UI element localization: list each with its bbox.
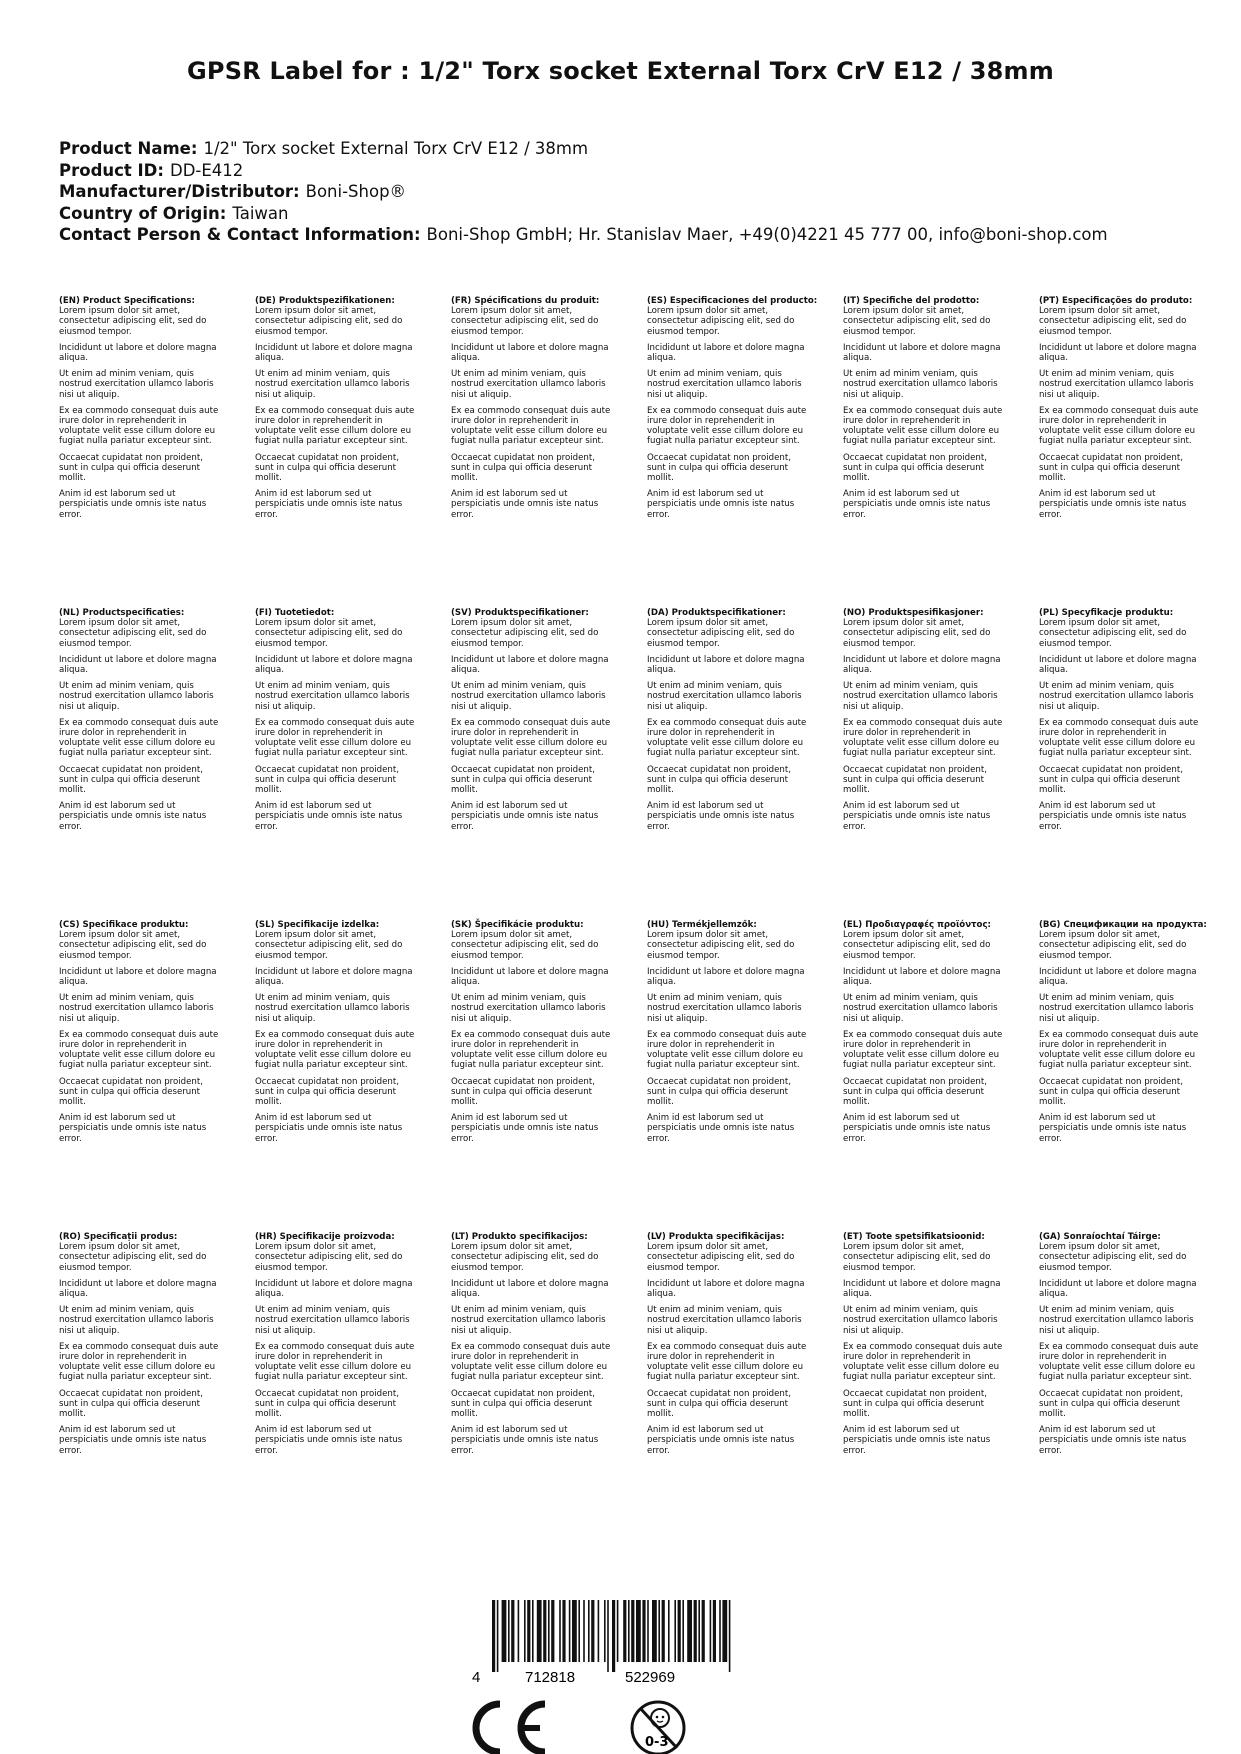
barcode-bar	[678, 1600, 681, 1662]
spec-paragraph: Anim id est laborum sed ut perspiciatis unde omnis iste natus error.	[647, 489, 795, 520]
spec-paragraph: Incididunt ut labore et dolore magna aliqua.	[843, 966, 1001, 988]
info-country	[59, 203, 1108, 225]
spec-block	[255, 920, 415, 1150]
spec-heading: (SK) Špecifikácie produktu:	[451, 920, 584, 930]
spec-paragraph: Ut enim ad minim veniam, quis nostrud exercitation ullamco laboris nisi ut aliquip.	[1039, 993, 1194, 1024]
barcode-bar	[702, 1600, 705, 1662]
spec-heading: (IT) Specifiche del prodotto:	[843, 296, 980, 306]
barcode-bar	[524, 1600, 526, 1662]
spec-paragraph: Ut enim ad minim veniam, quis nostrud exercitation ullamco laboris nisi ut aliquip.	[451, 369, 606, 400]
spec-paragraph: Occaecat cupidatat non proident, sunt in culpa qui officia deserunt mollit.	[59, 764, 203, 796]
spec-paragraph: Occaecat cupidatat non proident, sunt in culpa qui officia deserunt mollit.	[451, 1388, 595, 1420]
spec-paragraph: Anim id est laborum sed ut perspiciatis unde omnis iste natus error.	[1039, 489, 1187, 520]
info-manufacturer	[59, 181, 1108, 203]
spec-paragraph: Anim id est laborum sed ut perspiciatis unde omnis iste natus error.	[255, 1425, 403, 1456]
spec-paragraph: Ut enim ad minim veniam, quis nostrud exercitation ullamco laboris nisi ut aliquip.	[255, 369, 410, 400]
info-label: Product Name:	[59, 139, 198, 158]
spec-heading: (HU) Termékjellemzők:	[647, 920, 757, 930]
spec-heading: (FR) Spécifications du produit:	[451, 296, 600, 306]
spec-paragraph: Ex ea commodo consequat duis aute irure dolor in reprehenderit in voluptate velit esse cillum dolore eu fugiat nulla pariatur excepteur sint.	[451, 1341, 611, 1383]
spec-paragraph: Lorem ipsum dolor sit amet, consectetur adipiscing elit, sed do eiusmod tempor.	[1039, 618, 1187, 649]
barcode-bar	[508, 1600, 510, 1662]
barcode-bar	[497, 1600, 499, 1672]
barcode-bar	[710, 1600, 712, 1662]
spec-paragraph: Incididunt ut labore et dolore magna aliqua.	[255, 1278, 413, 1300]
spec-paragraph: Incididunt ut labore et dolore magna aliqua.	[647, 342, 805, 364]
spec-block	[451, 608, 611, 838]
spec-paragraph: Ut enim ad minim veniam, quis nostrud exercitation ullamco laboris nisi ut aliquip.	[1039, 681, 1194, 712]
spec-paragraph: Anim id est laborum sed ut perspiciatis unde omnis iste natus error.	[255, 489, 403, 520]
barcode-bar	[617, 1600, 619, 1662]
spec-block	[255, 1232, 415, 1462]
spec-paragraph: Lorem ipsum dolor sit amet, consectetur adipiscing elit, sed do eiusmod tempor.	[843, 1242, 991, 1273]
spec-paragraph: Incididunt ut labore et dolore magna aliqua.	[647, 1278, 805, 1300]
spec-paragraph: Ut enim ad minim veniam, quis nostrud exercitation ullamco laboris nisi ut aliquip.	[647, 1305, 802, 1336]
spec-paragraph: Lorem ipsum dolor sit amet, consectetur adipiscing elit, sed do eiusmod tempor.	[647, 306, 795, 337]
spec-heading: (DE) Produktspezifikationen:	[255, 296, 395, 306]
spec-paragraph: Ut enim ad minim veniam, quis nostrud exercitation ullamco laboris nisi ut aliquip.	[843, 1305, 998, 1336]
page-title: GPSR Label for : 1/2" Torx socket External Torx CrV E12 / 38mm	[187, 57, 1054, 85]
spec-paragraph: Ex ea commodo consequat duis aute irure dolor in reprehenderit in voluptate velit esse cillum dolore eu fugiat nulla pariatur excepteur sint.	[1039, 1341, 1199, 1383]
spec-block	[647, 1232, 807, 1462]
spec-paragraph: Incididunt ut labore et dolore magna aliqua.	[451, 342, 609, 364]
info-label: Contact Person & Contact Information:	[59, 225, 421, 244]
spec-paragraph: Ex ea commodo consequat duis aute irure dolor in reprehenderit in voluptate velit esse cillum dolore eu fugiat nulla pariatur excepteur sint.	[843, 717, 1003, 759]
spec-paragraph: Occaecat cupidatat non proident, sunt in culpa qui officia deserunt mollit.	[451, 764, 595, 796]
spec-paragraph: Ut enim ad minim veniam, quis nostrud exercitation ullamco laboris nisi ut aliquip.	[647, 369, 802, 400]
spec-paragraph: Anim id est laborum sed ut perspiciatis unde omnis iste natus error.	[647, 1113, 795, 1144]
barcode-bar	[569, 1600, 571, 1662]
barcode-bar	[647, 1600, 649, 1662]
info-label: Manufacturer/Distributor:	[59, 182, 300, 201]
spec-heading: (CS) Specifikace produktu:	[59, 920, 189, 930]
product-info	[59, 138, 1108, 246]
spec-paragraph: Occaecat cupidatat non proident, sunt in culpa qui officia deserunt mollit.	[843, 1388, 987, 1420]
spec-paragraph: Occaecat cupidatat non proident, sunt in culpa qui officia deserunt mollit.	[1039, 1388, 1183, 1420]
spec-block	[59, 1232, 219, 1462]
spec-paragraph: Incididunt ut labore et dolore magna aliqua.	[451, 1278, 609, 1300]
age-warning-label: 0-3	[645, 1735, 669, 1750]
spec-block	[59, 296, 219, 526]
barcode-bar	[682, 1600, 684, 1662]
spec-paragraph: Anim id est laborum sed ut perspiciatis unde omnis iste natus error.	[843, 801, 991, 832]
spec-paragraph: Lorem ipsum dolor sit amet, consectetur adipiscing elit, sed do eiusmod tempor.	[451, 930, 599, 961]
spec-heading: (PL) Specyfikacje produktu:	[1039, 608, 1174, 618]
spec-paragraph: Ut enim ad minim veniam, quis nostrud exercitation ullamco laboris nisi ut aliquip.	[1039, 1305, 1194, 1336]
barcode-bar	[642, 1600, 645, 1662]
spec-paragraph: Incididunt ut labore et dolore magna aliqua.	[59, 342, 217, 364]
spec-block	[843, 920, 1003, 1150]
spec-paragraph: Lorem ipsum dolor sit amet, consectetur adipiscing elit, sed do eiusmod tempor.	[59, 618, 207, 649]
spec-paragraph: Occaecat cupidatat non proident, sunt in culpa qui officia deserunt mollit.	[647, 452, 791, 484]
spec-block	[647, 608, 807, 838]
spec-paragraph: Lorem ipsum dolor sit amet, consectetur adipiscing elit, sed do eiusmod tempor.	[647, 930, 795, 961]
spec-paragraph: Anim id est laborum sed ut perspiciatis unde omnis iste natus error.	[255, 801, 403, 832]
barcode-bar	[562, 1600, 565, 1662]
spec-paragraph: Occaecat cupidatat non proident, sunt in culpa qui officia deserunt mollit.	[255, 764, 399, 796]
barcode-bar	[537, 1600, 542, 1662]
barcode-bar	[687, 1600, 692, 1662]
spec-heading: (SV) Produktspecifikationer:	[451, 608, 589, 618]
spec-paragraph: Ex ea commodo consequat duis aute irure dolor in reprehenderit in voluptate velit esse cillum dolore eu fugiat nulla pariatur excepteur sint.	[843, 1341, 1003, 1383]
spec-heading: (ET) Toote spetsifikatsioonid:	[843, 1232, 985, 1242]
spec-heading: (SL) Specifikacije izdelka:	[255, 920, 380, 930]
spec-heading: (BG) Спецификации на продукта:	[1039, 920, 1207, 930]
spec-paragraph: Incididunt ut labore et dolore magna aliqua.	[647, 966, 805, 988]
spec-block	[843, 1232, 1003, 1462]
spec-heading: (HR) Specifikacije proizvoda:	[255, 1232, 395, 1242]
barcode-bar	[527, 1600, 530, 1662]
spec-paragraph: Ex ea commodo consequat duis aute irure dolor in reprehenderit in voluptate velit esse cillum dolore eu fugiat nulla pariatur excepteur sint.	[1039, 717, 1199, 759]
barcode-bar	[729, 1600, 731, 1672]
spec-paragraph: Ex ea commodo consequat duis aute irure dolor in reprehenderit in voluptate velit esse cillum dolore eu fugiat nulla pariatur excepteur sint.	[647, 717, 807, 759]
info-value: Boni-Shop GmbH; Hr. Stanislav Maer, +49(0)4221 45 777 00, info@boni-shop.com	[426, 225, 1108, 244]
barcode-bar	[604, 1600, 606, 1662]
spec-paragraph: Anim id est laborum sed ut perspiciatis unde omnis iste natus error.	[451, 801, 599, 832]
spec-paragraph: Ut enim ad minim veniam, quis nostrud exercitation ullamco laboris nisi ut aliquip.	[843, 993, 998, 1024]
barcode-bar	[658, 1600, 660, 1662]
spec-heading: (FI) Tuotetiedot:	[255, 608, 335, 618]
barcode-bar	[623, 1600, 626, 1662]
spec-paragraph: Occaecat cupidatat non proident, sunt in culpa qui officia deserunt mollit.	[255, 1388, 399, 1420]
spec-paragraph: Occaecat cupidatat non proident, sunt in culpa qui officia deserunt mollit.	[59, 452, 203, 484]
barcode-bar	[518, 1600, 520, 1662]
spec-paragraph: Ut enim ad minim veniam, quis nostrud exercitation ullamco laboris nisi ut aliquip.	[843, 369, 998, 400]
spec-paragraph: Ut enim ad minim veniam, quis nostrud exercitation ullamco laboris nisi ut aliquip.	[59, 369, 214, 400]
barcode-bar	[591, 1600, 594, 1662]
barcode-bar	[548, 1600, 550, 1662]
spec-paragraph: Lorem ipsum dolor sit amet, consectetur adipiscing elit, sed do eiusmod tempor.	[1039, 1242, 1187, 1273]
spec-paragraph: Ex ea commodo consequat duis aute irure dolor in reprehenderit in voluptate velit esse cillum dolore eu fugiat nulla pariatur excepteur sint.	[647, 1029, 807, 1071]
spec-paragraph: Ex ea commodo consequat duis aute irure dolor in reprehenderit in voluptate velit esse cillum dolore eu fugiat nulla pariatur excepteur sint.	[843, 1029, 1003, 1071]
barcode	[470, 1598, 740, 1688]
spec-paragraph: Lorem ipsum dolor sit amet, consectetur adipiscing elit, sed do eiusmod tempor.	[451, 1242, 599, 1273]
spec-block	[255, 608, 415, 838]
spec-paragraph: Ut enim ad minim veniam, quis nostrud exercitation ullamco laboris nisi ut aliquip.	[255, 993, 410, 1024]
spec-block	[255, 296, 415, 526]
spec-paragraph: Occaecat cupidatat non proident, sunt in culpa qui officia deserunt mollit.	[843, 452, 987, 484]
barcode-digits-right: 522969	[625, 1669, 676, 1686]
spec-paragraph: Incididunt ut labore et dolore magna aliqua.	[647, 654, 805, 676]
barcode-bars	[492, 1600, 730, 1672]
barcode-bar	[636, 1600, 641, 1662]
spec-paragraph: Ex ea commodo consequat duis aute irure dolor in reprehenderit in voluptate velit esse cillum dolore eu fugiat nulla pariatur excepteur sint.	[647, 1341, 807, 1383]
spec-paragraph: Ex ea commodo consequat duis aute irure dolor in reprehenderit in voluptate velit esse cillum dolore eu fugiat nulla pariatur excepteur sint.	[59, 1029, 219, 1071]
spec-paragraph: Incididunt ut labore et dolore magna aliqua.	[1039, 966, 1197, 988]
spec-paragraph: Ex ea commodo consequat duis aute irure dolor in reprehenderit in voluptate velit esse cillum dolore eu fugiat nulla pariatur excepteur sint.	[451, 717, 611, 759]
info-value: Boni-Shop®	[305, 182, 407, 201]
spec-paragraph: Occaecat cupidatat non proident, sunt in culpa qui officia deserunt mollit.	[1039, 764, 1183, 796]
spec-paragraph: Ut enim ad minim veniam, quis nostrud exercitation ullamco laboris nisi ut aliquip.	[843, 681, 998, 712]
spec-block	[647, 920, 807, 1150]
info-value: 1/2" Torx socket External Torx CrV E12 / 38mm	[203, 139, 589, 158]
barcode-bar	[543, 1600, 546, 1662]
spec-paragraph: Ex ea commodo consequat duis aute irure dolor in reprehenderit in voluptate velit esse cillum dolore eu fugiat nulla pariatur excepteur sint.	[647, 405, 807, 447]
barcode-bar	[722, 1600, 727, 1662]
spec-paragraph: Ex ea commodo consequat duis aute irure dolor in reprehenderit in voluptate velit esse cillum dolore eu fugiat nulla pariatur excepteur sint.	[1039, 405, 1199, 447]
spec-heading: (DA) Produktspecifikationer:	[647, 608, 786, 618]
barcode-bar	[551, 1600, 554, 1662]
spec-paragraph: Ex ea commodo consequat duis aute irure dolor in reprehenderit in voluptate velit esse cillum dolore eu fugiat nulla pariatur excepteur sint.	[451, 405, 611, 447]
spec-paragraph: Incididunt ut labore et dolore magna aliqua.	[843, 342, 1001, 364]
spec-paragraph: Anim id est laborum sed ut perspiciatis unde omnis iste natus error.	[59, 489, 207, 520]
barcode-bar	[598, 1600, 600, 1662]
spec-paragraph: Occaecat cupidatat non proident, sunt in culpa qui officia deserunt mollit.	[647, 764, 791, 796]
info-label: Country of Origin:	[59, 203, 227, 223]
spec-block	[1039, 608, 1199, 838]
spec-paragraph: Lorem ipsum dolor sit amet, consectetur adipiscing elit, sed do eiusmod tempor.	[255, 930, 403, 961]
spec-paragraph: Lorem ipsum dolor sit amet, consectetur adipiscing elit, sed do eiusmod tempor.	[843, 306, 991, 337]
spec-block	[451, 296, 611, 526]
info-value: DD-E412	[169, 160, 244, 180]
barcode-bar	[628, 1600, 630, 1662]
spec-block	[1039, 296, 1199, 526]
barcode-bar	[631, 1600, 634, 1662]
spec-block	[1039, 1232, 1199, 1462]
barcode-bar	[511, 1600, 514, 1662]
spec-paragraph: Lorem ipsum dolor sit amet, consectetur adipiscing elit, sed do eiusmod tempor.	[647, 618, 795, 649]
barcode-bar	[583, 1600, 585, 1662]
spec-block	[1039, 920, 1207, 1150]
spec-paragraph: Ex ea commodo consequat duis aute irure dolor in reprehenderit in voluptate velit esse cillum dolore eu fugiat nulla pariatur excepteur sint.	[255, 1341, 415, 1383]
spec-heading: (LV) Produkta specifikācijas:	[647, 1232, 785, 1242]
spec-paragraph: Incididunt ut labore et dolore magna aliqua.	[1039, 1278, 1197, 1300]
spec-paragraph: Anim id est laborum sed ut perspiciatis unde omnis iste natus error.	[1039, 1113, 1187, 1144]
spec-heading: (GA) Sonraíochtaí Táirge:	[1039, 1232, 1161, 1242]
spec-paragraph: Anim id est laborum sed ut perspiciatis unde omnis iste natus error.	[647, 801, 795, 832]
spec-paragraph: Anim id est laborum sed ut perspiciatis unde omnis iste natus error.	[647, 1425, 795, 1456]
barcode-bar	[607, 1600, 609, 1672]
no-children-0-3-icon	[632, 1702, 684, 1754]
spec-paragraph: Occaecat cupidatat non proident, sunt in culpa qui officia deserunt mollit.	[59, 1388, 203, 1420]
spec-paragraph: Anim id est laborum sed ut perspiciatis unde omnis iste natus error.	[451, 1425, 599, 1456]
barcode-bar	[578, 1600, 580, 1662]
spec-paragraph: Anim id est laborum sed ut perspiciatis unde omnis iste natus error.	[451, 1113, 599, 1144]
spec-paragraph: Ex ea commodo consequat duis aute irure dolor in reprehenderit in voluptate velit esse cillum dolore eu fugiat nulla pariatur excepteur sint.	[1039, 1029, 1199, 1071]
barcode-bar	[572, 1600, 577, 1662]
spec-block	[451, 1232, 611, 1462]
spec-heading: (PT) Especificações do produto:	[1039, 296, 1193, 306]
spec-heading: (EN) Product Specifications:	[59, 296, 195, 306]
barcode-bar	[713, 1600, 716, 1662]
spec-paragraph: Lorem ipsum dolor sit amet, consectetur adipiscing elit, sed do eiusmod tempor.	[255, 306, 403, 337]
spec-paragraph: Anim id est laborum sed ut perspiciatis unde omnis iste natus error.	[59, 1425, 207, 1456]
spec-paragraph: Ut enim ad minim veniam, quis nostrud exercitation ullamco laboris nisi ut aliquip.	[451, 993, 606, 1024]
info-product-name	[59, 138, 1108, 160]
spec-heading: (RO) Specificații produs:	[59, 1232, 178, 1242]
spec-paragraph: Lorem ipsum dolor sit amet, consectetur adipiscing elit, sed do eiusmod tempor.	[255, 618, 403, 649]
spec-block	[451, 920, 611, 1150]
barcode-bar	[612, 1600, 615, 1672]
spec-paragraph: Anim id est laborum sed ut perspiciatis unde omnis iste natus error.	[59, 1113, 207, 1144]
spec-paragraph: Anim id est laborum sed ut perspiciatis unde omnis iste natus error.	[451, 489, 599, 520]
spec-paragraph: Ut enim ad minim veniam, quis nostrud exercitation ullamco laboris nisi ut aliquip.	[59, 1305, 214, 1336]
spec-paragraph: Lorem ipsum dolor sit amet, consectetur adipiscing elit, sed do eiusmod tempor.	[451, 306, 599, 337]
barcode-bar	[662, 1600, 665, 1662]
spec-paragraph: Incididunt ut labore et dolore magna aliqua.	[59, 654, 217, 676]
spec-paragraph: Ex ea commodo consequat duis aute irure dolor in reprehenderit in voluptate velit esse cillum dolore eu fugiat nulla pariatur excepteur sint.	[255, 717, 415, 759]
spec-paragraph: Ut enim ad minim veniam, quis nostrud exercitation ullamco laboris nisi ut aliquip.	[255, 681, 410, 712]
spec-paragraph: Ex ea commodo consequat duis aute irure dolor in reprehenderit in voluptate velit esse cillum dolore eu fugiat nulla pariatur excepteur sint.	[843, 405, 1003, 447]
spec-paragraph: Incididunt ut labore et dolore magna aliqua.	[1039, 654, 1197, 676]
spec-paragraph: Incididunt ut labore et dolore magna aliqua.	[59, 1278, 217, 1300]
spec-block	[59, 920, 219, 1150]
spec-paragraph: Ut enim ad minim veniam, quis nostrud exercitation ullamco laboris nisi ut aliquip.	[647, 993, 802, 1024]
spec-paragraph: Ex ea commodo consequat duis aute irure dolor in reprehenderit in voluptate velit esse cillum dolore eu fugiat nulla pariatur excepteur sint.	[255, 1029, 415, 1071]
spec-paragraph: Ut enim ad minim veniam, quis nostrud exercitation ullamco laboris nisi ut aliquip.	[59, 681, 214, 712]
spec-paragraph: Lorem ipsum dolor sit amet, consectetur adipiscing elit, sed do eiusmod tempor.	[647, 1242, 795, 1273]
barcode-digits-left: 712818	[525, 1669, 576, 1686]
spec-paragraph: Lorem ipsum dolor sit amet, consectetur adipiscing elit, sed do eiusmod tempor.	[59, 930, 207, 961]
spec-paragraph: Occaecat cupidatat non proident, sunt in culpa qui officia deserunt mollit.	[255, 1076, 399, 1108]
spec-paragraph: Lorem ipsum dolor sit amet, consectetur adipiscing elit, sed do eiusmod tempor.	[843, 618, 991, 649]
barcode-bar	[492, 1600, 495, 1672]
spec-paragraph: Anim id est laborum sed ut perspiciatis unde omnis iste natus error.	[843, 489, 991, 520]
spec-paragraph: Ex ea commodo consequat duis aute irure dolor in reprehenderit in voluptate velit esse cillum dolore eu fugiat nulla pariatur excepteur sint.	[255, 405, 415, 447]
spec-paragraph: Ex ea commodo consequat duis aute irure dolor in reprehenderit in voluptate velit esse cillum dolore eu fugiat nulla pariatur excepteur sint.	[451, 1029, 611, 1071]
spec-paragraph: Ex ea commodo consequat duis aute irure dolor in reprehenderit in voluptate velit esse cillum dolore eu fugiat nulla pariatur excepteur sint.	[59, 717, 219, 759]
ce-mark-icon	[476, 1704, 545, 1752]
spec-paragraph: Incididunt ut labore et dolore magna aliqua.	[255, 654, 413, 676]
spec-heading: (LT) Produkto specifikacijos:	[451, 1232, 588, 1242]
spec-block	[843, 296, 1003, 526]
spec-paragraph: Ut enim ad minim veniam, quis nostrud exercitation ullamco laboris nisi ut aliquip.	[451, 681, 606, 712]
spec-paragraph: Incididunt ut labore et dolore magna aliqua.	[255, 342, 413, 364]
spec-paragraph: Anim id est laborum sed ut perspiciatis unde omnis iste natus error.	[1039, 801, 1187, 832]
spec-paragraph: Occaecat cupidatat non proident, sunt in culpa qui officia deserunt mollit.	[451, 1076, 595, 1108]
barcode-bar	[652, 1600, 657, 1662]
spec-paragraph: Anim id est laborum sed ut perspiciatis unde omnis iste natus error.	[59, 801, 207, 832]
spec-paragraph: Occaecat cupidatat non proident, sunt in culpa qui officia deserunt mollit.	[1039, 452, 1183, 484]
barcode-bar	[694, 1600, 697, 1662]
spec-paragraph: Occaecat cupidatat non proident, sunt in culpa qui officia deserunt mollit.	[843, 764, 987, 796]
spec-paragraph: Occaecat cupidatat non proident, sunt in culpa qui officia deserunt mollit.	[451, 452, 595, 484]
spec-paragraph: Ut enim ad minim veniam, quis nostrud exercitation ullamco laboris nisi ut aliquip.	[647, 681, 802, 712]
barcode-digit-prefix: 4	[472, 1669, 481, 1686]
spec-paragraph: Incididunt ut labore et dolore magna aliqua.	[451, 654, 609, 676]
spec-paragraph: Lorem ipsum dolor sit amet, consectetur adipiscing elit, sed do eiusmod tempor.	[255, 1242, 403, 1273]
spec-paragraph: Incididunt ut labore et dolore magna aliqua.	[451, 966, 609, 988]
spec-paragraph: Lorem ipsum dolor sit amet, consectetur adipiscing elit, sed do eiusmod tempor.	[1039, 306, 1187, 337]
spec-paragraph: Lorem ipsum dolor sit amet, consectetur adipiscing elit, sed do eiusmod tempor.	[59, 1242, 207, 1273]
barcode-bar	[502, 1600, 507, 1662]
spec-paragraph: Ex ea commodo consequat duis aute irure dolor in reprehenderit in voluptate velit esse cillum dolore eu fugiat nulla pariatur excepteur sint.	[59, 1341, 219, 1383]
spec-paragraph: Occaecat cupidatat non proident, sunt in culpa qui officia deserunt mollit.	[647, 1388, 791, 1420]
barcode-bar	[559, 1600, 561, 1662]
spec-paragraph: Ut enim ad minim veniam, quis nostrud exercitation ullamco laboris nisi ut aliquip.	[255, 1305, 410, 1336]
spec-paragraph: Anim id est laborum sed ut perspiciatis unde omnis iste natus error.	[843, 1425, 991, 1456]
info-contact	[59, 224, 1108, 246]
spec-paragraph: Lorem ipsum dolor sit amet, consectetur adipiscing elit, sed do eiusmod tempor.	[59, 306, 207, 337]
spec-paragraph: Occaecat cupidatat non proident, sunt in culpa qui officia deserunt mollit.	[59, 1076, 203, 1108]
barcode-bar	[588, 1600, 590, 1662]
spec-paragraph: Lorem ipsum dolor sit amet, consectetur adipiscing elit, sed do eiusmod tempor.	[843, 930, 991, 961]
spec-paragraph: Occaecat cupidatat non proident, sunt in culpa qui officia deserunt mollit.	[255, 452, 399, 484]
barcode-bar	[719, 1600, 721, 1662]
spec-block	[647, 296, 818, 526]
spec-heading: (NL) Productspecificaties:	[59, 608, 185, 618]
spec-paragraph: Ex ea commodo consequat duis aute irure dolor in reprehenderit in voluptate velit esse cillum dolore eu fugiat nulla pariatur excepteur sint.	[59, 405, 219, 447]
spec-paragraph: Anim id est laborum sed ut perspiciatis unde omnis iste natus error.	[1039, 1425, 1187, 1456]
spec-paragraph: Incididunt ut labore et dolore magna aliqua.	[255, 966, 413, 988]
barcode-bar	[532, 1600, 534, 1662]
compliance-marks	[0, 1700, 1241, 1754]
spec-paragraph: Ut enim ad minim veniam, quis nostrud exercitation ullamco laboris nisi ut aliquip.	[1039, 369, 1194, 400]
spec-paragraph: Incididunt ut labore et dolore magna aliqua.	[1039, 342, 1197, 364]
spec-paragraph: Ut enim ad minim veniam, quis nostrud exercitation ullamco laboris nisi ut aliquip.	[451, 1305, 606, 1336]
info-value: Taiwan	[232, 203, 289, 223]
spec-paragraph: Occaecat cupidatat non proident, sunt in culpa qui officia deserunt mollit.	[843, 1076, 987, 1108]
spec-paragraph: Anim id est laborum sed ut perspiciatis unde omnis iste natus error.	[843, 1113, 991, 1144]
spec-paragraph: Incididunt ut labore et dolore magna aliqua.	[59, 966, 217, 988]
barcode-bar	[698, 1600, 700, 1662]
spec-paragraph: Ut enim ad minim veniam, quis nostrud exercitation ullamco laboris nisi ut aliquip.	[59, 993, 214, 1024]
spec-heading: (EL) Προδιαγραφές προϊόντος:	[843, 920, 991, 930]
spec-paragraph: Anim id est laborum sed ut perspiciatis unde omnis iste natus error.	[255, 1113, 403, 1144]
barcode-bar	[674, 1600, 676, 1662]
barcode-bar	[668, 1600, 670, 1662]
spec-heading: (NO) Produktspesifikasjoner:	[843, 608, 984, 618]
info-label: Product ID:	[59, 160, 164, 180]
spec-block	[59, 608, 219, 838]
spec-block	[843, 608, 1003, 838]
spec-heading: (ES) Especificaciones del producto:	[647, 296, 818, 306]
spec-paragraph: Lorem ipsum dolor sit amet, consectetur adipiscing elit, sed do eiusmod tempor.	[451, 618, 599, 649]
spec-paragraph: Occaecat cupidatat non proident, sunt in culpa qui officia deserunt mollit.	[647, 1076, 791, 1108]
spec-paragraph: Incididunt ut labore et dolore magna aliqua.	[843, 1278, 1001, 1300]
info-product-id	[59, 160, 1108, 182]
spec-paragraph: Lorem ipsum dolor sit amet, consectetur adipiscing elit, sed do eiusmod tempor.	[1039, 930, 1187, 961]
spec-paragraph: Occaecat cupidatat non proident, sunt in culpa qui officia deserunt mollit.	[1039, 1076, 1183, 1108]
spec-paragraph: Incididunt ut labore et dolore magna aliqua.	[843, 654, 1001, 676]
